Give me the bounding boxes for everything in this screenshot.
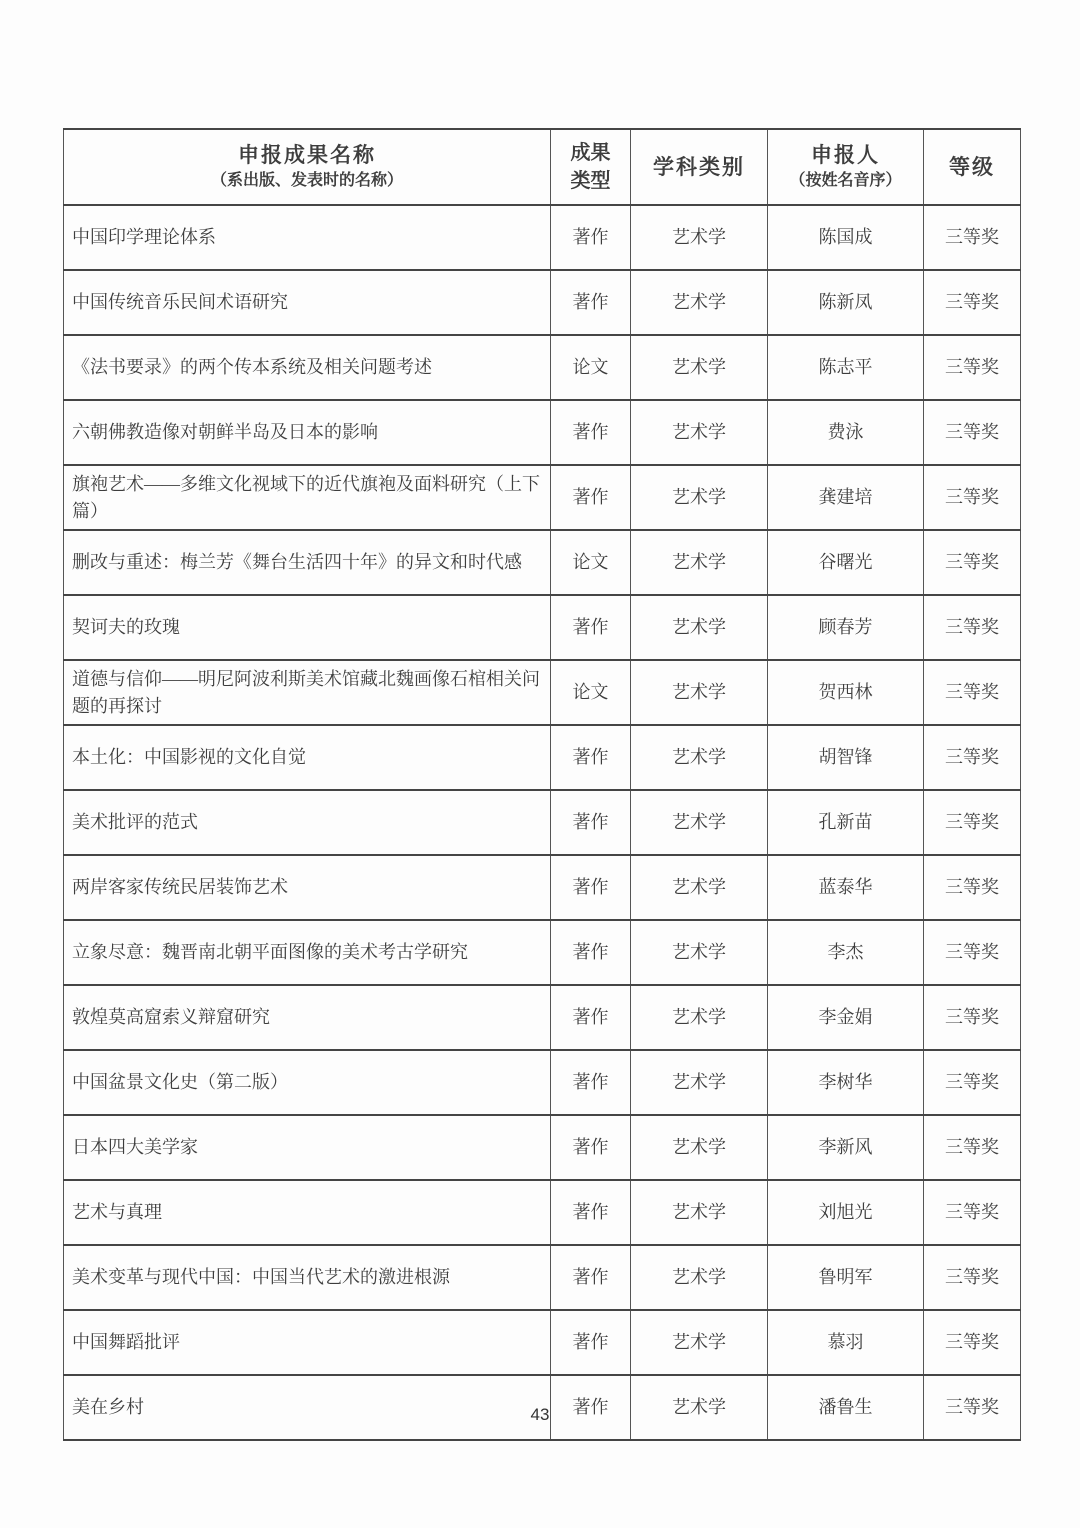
cell-achievement-type: 著作 xyxy=(551,400,631,465)
cell-achievement-name: 中国舞蹈批评 xyxy=(64,1310,551,1375)
cell-applicant: 慕羽 xyxy=(768,1310,924,1375)
cell-achievement-name: 美术批评的范式 xyxy=(64,790,551,855)
table-row xyxy=(64,1310,1021,1375)
header-achievement-name-title: 申报成果名称 xyxy=(238,143,376,167)
cell-achievement-type: 著作 xyxy=(551,790,631,855)
header-subject-category xyxy=(631,129,768,205)
table-row xyxy=(64,1180,1021,1245)
cell-applicant: 鲁明军 xyxy=(768,1245,924,1310)
cell-achievement-name: 中国印学理论体系 xyxy=(64,205,551,270)
header-row xyxy=(64,129,1021,205)
cell-achievement-type: 著作 xyxy=(551,1115,631,1180)
cell-achievement-type: 著作 xyxy=(551,725,631,790)
cell-grade: 三等奖 xyxy=(924,270,1021,335)
cell-achievement-name: 道德与信仰——明尼阿波利斯美术馆藏北魏画像石棺相关问题的再探讨 xyxy=(64,660,551,725)
table-row xyxy=(64,335,1021,400)
header-grade xyxy=(924,129,1021,205)
cell-subject-category: 艺术学 xyxy=(631,1050,768,1115)
cell-achievement-name: 契诃夫的玫瑰 xyxy=(64,595,551,660)
cell-grade: 三等奖 xyxy=(924,1310,1021,1375)
header-subject-category-label: 学科类别 xyxy=(653,155,745,179)
cell-achievement-type: 论文 xyxy=(551,660,631,725)
cell-subject-category: 艺术学 xyxy=(631,530,768,595)
cell-achievement-type: 论文 xyxy=(551,335,631,400)
header-applicant xyxy=(768,129,924,205)
cell-applicant: 蓝泰华 xyxy=(768,855,924,920)
header-achievement-type-line2: 类型 xyxy=(570,170,611,192)
cell-grade: 三等奖 xyxy=(924,595,1021,660)
table-row xyxy=(64,205,1021,270)
awards-table xyxy=(63,128,1021,1441)
cell-subject-category: 艺术学 xyxy=(631,400,768,465)
cell-achievement-name: 中国传统音乐民间术语研究 xyxy=(64,270,551,335)
table-row xyxy=(64,1050,1021,1115)
cell-applicant: 李树华 xyxy=(768,1050,924,1115)
cell-applicant: 李新风 xyxy=(768,1115,924,1180)
cell-subject-category: 艺术学 xyxy=(631,985,768,1050)
cell-grade: 三等奖 xyxy=(924,1375,1021,1440)
table-row xyxy=(64,725,1021,790)
cell-grade: 三等奖 xyxy=(924,660,1021,725)
cell-subject-category: 艺术学 xyxy=(631,920,768,985)
cell-subject-category: 艺术学 xyxy=(631,465,768,530)
cell-applicant: 顾春芳 xyxy=(768,595,924,660)
cell-subject-category: 艺术学 xyxy=(631,270,768,335)
cell-achievement-name: 删改与重述：梅兰芳《舞台生活四十年》的异文和时代感 xyxy=(64,530,551,595)
cell-subject-category: 艺术学 xyxy=(631,790,768,855)
header-applicant-title: 申报人 xyxy=(811,143,880,167)
cell-achievement-name: 六朝佛教造像对朝鲜半岛及日本的影响 xyxy=(64,400,551,465)
table-row xyxy=(64,790,1021,855)
cell-achievement-name: 立象尽意：魏晋南北朝平面图像的美术考古学研究 xyxy=(64,920,551,985)
table-row xyxy=(64,270,1021,335)
header-achievement-name-subtitle: （系出版、发表时的名称） xyxy=(210,172,403,189)
cell-achievement-type: 著作 xyxy=(551,920,631,985)
cell-subject-category: 艺术学 xyxy=(631,1245,768,1310)
table-row xyxy=(64,400,1021,465)
table-row xyxy=(64,1245,1021,1310)
cell-subject-category: 艺术学 xyxy=(631,855,768,920)
cell-achievement-type: 著作 xyxy=(551,465,631,530)
cell-subject-category: 艺术学 xyxy=(631,725,768,790)
table-row xyxy=(64,985,1021,1050)
cell-applicant: 费泳 xyxy=(768,400,924,465)
cell-applicant: 孔新苗 xyxy=(768,790,924,855)
cell-subject-category: 艺术学 xyxy=(631,660,768,725)
table-row xyxy=(64,595,1021,660)
cell-applicant: 李杰 xyxy=(768,920,924,985)
table-header xyxy=(64,129,1021,205)
header-achievement-type xyxy=(551,129,631,205)
page-number: 43 xyxy=(530,1405,550,1424)
cell-achievement-type: 著作 xyxy=(551,595,631,660)
cell-subject-category: 艺术学 xyxy=(631,1375,768,1440)
cell-grade: 三等奖 xyxy=(924,335,1021,400)
cell-grade: 三等奖 xyxy=(924,1115,1021,1180)
cell-grade: 三等奖 xyxy=(924,205,1021,270)
cell-grade: 三等奖 xyxy=(924,530,1021,595)
cell-subject-category: 艺术学 xyxy=(631,1115,768,1180)
cell-grade: 三等奖 xyxy=(924,1245,1021,1310)
cell-achievement-name: 敦煌莫高窟索义辩窟研究 xyxy=(64,985,551,1050)
cell-grade: 三等奖 xyxy=(924,400,1021,465)
cell-achievement-name: 《法书要录》的两个传本系统及相关问题考述 xyxy=(64,335,551,400)
cell-grade: 三等奖 xyxy=(924,985,1021,1050)
cell-subject-category: 艺术学 xyxy=(631,205,768,270)
cell-grade: 三等奖 xyxy=(924,855,1021,920)
cell-subject-category: 艺术学 xyxy=(631,335,768,400)
cell-achievement-type: 著作 xyxy=(551,270,631,335)
cell-achievement-name: 中国盆景文化史（第二版） xyxy=(64,1050,551,1115)
cell-grade: 三等奖 xyxy=(924,1050,1021,1115)
cell-achievement-type: 著作 xyxy=(551,1375,631,1440)
cell-applicant: 贺西林 xyxy=(768,660,924,725)
cell-applicant: 刘旭光 xyxy=(768,1180,924,1245)
cell-achievement-type: 著作 xyxy=(551,1245,631,1310)
table-row xyxy=(64,530,1021,595)
table-row xyxy=(64,920,1021,985)
table-row xyxy=(64,660,1021,725)
cell-achievement-type: 著作 xyxy=(551,985,631,1050)
cell-achievement-name: 日本四大美学家 xyxy=(64,1115,551,1180)
cell-grade: 三等奖 xyxy=(924,1180,1021,1245)
cell-achievement-type: 著作 xyxy=(551,1180,631,1245)
table-row xyxy=(64,465,1021,530)
cell-applicant: 陈国成 xyxy=(768,205,924,270)
table-row xyxy=(64,855,1021,920)
cell-achievement-type: 著作 xyxy=(551,1310,631,1375)
header-achievement-type-line1: 成果 xyxy=(570,142,611,164)
cell-achievement-type: 论文 xyxy=(551,530,631,595)
cell-applicant: 李金娟 xyxy=(768,985,924,1050)
cell-achievement-type: 著作 xyxy=(551,1050,631,1115)
table-body xyxy=(64,205,1021,1440)
cell-subject-category: 艺术学 xyxy=(631,595,768,660)
cell-achievement-name: 两岸客家传统民居装饰艺术 xyxy=(64,855,551,920)
cell-applicant: 潘鲁生 xyxy=(768,1375,924,1440)
cell-applicant: 龚建培 xyxy=(768,465,924,530)
cell-grade: 三等奖 xyxy=(924,790,1021,855)
cell-achievement-name: 本土化：中国影视的文化自觉 xyxy=(64,725,551,790)
cell-achievement-name: 美在乡村 xyxy=(64,1375,551,1440)
cell-achievement-type: 著作 xyxy=(551,205,631,270)
cell-applicant: 陈新凤 xyxy=(768,270,924,335)
cell-achievement-name: 美术变革与现代中国：中国当代艺术的激进根源 xyxy=(64,1245,551,1310)
cell-applicant: 陈志平 xyxy=(768,335,924,400)
cell-applicant: 谷曙光 xyxy=(768,530,924,595)
table-row xyxy=(64,1115,1021,1180)
cell-grade: 三等奖 xyxy=(924,920,1021,985)
cell-subject-category: 艺术学 xyxy=(631,1180,768,1245)
cell-grade: 三等奖 xyxy=(924,465,1021,530)
cell-achievement-name: 旗袍艺术——多维文化视域下的近代旗袍及面料研究（上下篇） xyxy=(64,465,551,530)
cell-applicant: 胡智锋 xyxy=(768,725,924,790)
cell-subject-category: 艺术学 xyxy=(631,1310,768,1375)
cell-achievement-name: 艺术与真理 xyxy=(64,1180,551,1245)
header-applicant-subtitle: （按姓名音序） xyxy=(789,172,902,189)
header-achievement-name xyxy=(64,129,551,205)
header-grade-label: 等级 xyxy=(949,155,995,179)
cell-achievement-type: 著作 xyxy=(551,855,631,920)
cell-grade: 三等奖 xyxy=(924,725,1021,790)
